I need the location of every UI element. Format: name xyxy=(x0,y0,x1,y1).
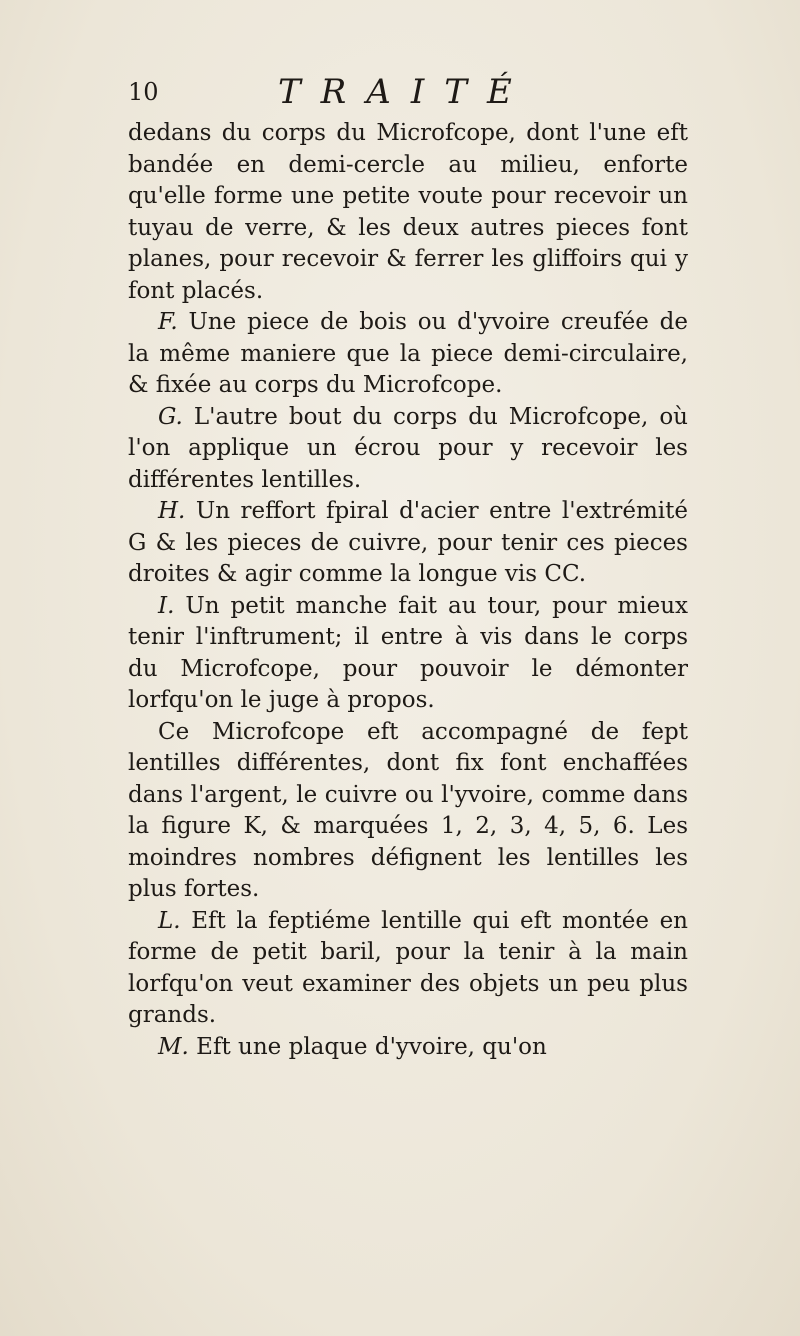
paragraph-text: dedans du corps du Microfcope, dont l'une eft bandée en demi-cercle au milieu, enforte qu'elle forme une petite voute pour recevoir un tuyau de verre, & les deux autres pieces font planes, pour recevoir & ferrer les gliffoirs qui y font placés. xyxy=(128,120,688,304)
paragraph-text: Ce Microfcope eft accompagné de fept lentilles différentes, dont fix font enchaffées dans l'argent, le cuivre ou l'yvoire, comme dans la figure K, & marquées 1, 2, 3, 4, 5, 6. Les moindres nombres défignent les lentilles les plus fortes. xyxy=(128,718,688,902)
page-header xyxy=(128,72,688,112)
paragraph-text: L'autre bout du corps du Microfcope, où l'on applique un écrou pour y recevoir les différentes lentilles. xyxy=(128,403,688,493)
paragraph-text: Un reffort fpiral d'acier entre l'extrémité G & les pieces de cuivre, pour tenir ces pieces droites & agir comme la longue vis CC. xyxy=(128,498,688,587)
paragraph-item-l xyxy=(128,906,688,1032)
paragraph-text: Une piece de bois ou d'yvoire creufée de la même maniere que la piece demi-circulaire, & fixée au corps du Microfcope. xyxy=(128,309,688,398)
running-head: TRAITÉ xyxy=(278,72,532,112)
paragraph-item-g xyxy=(128,402,688,497)
paragraph-text: Eft une plaque d'yvoire, qu'on xyxy=(188,1033,547,1060)
body-text xyxy=(128,118,688,1063)
paragraph-continuation xyxy=(128,118,688,307)
paragraph-item-f xyxy=(128,307,688,402)
item-label: M. xyxy=(158,1033,189,1060)
item-label: L. xyxy=(158,907,181,934)
paragraph-item-m xyxy=(128,1032,688,1064)
item-label: G. xyxy=(158,403,183,430)
paragraph-lentilles xyxy=(128,717,688,906)
item-label: F. xyxy=(158,309,178,335)
paragraph-item-h xyxy=(128,496,688,591)
paragraph-item-i xyxy=(128,591,688,717)
paragraph-text: Eft la feptiéme lentille qui eft montée en forme de petit baril, pour la tenir à la main lorfqu'on veut examiner des objets un peu plus grands. xyxy=(128,907,688,1028)
page-number: 10 xyxy=(128,78,159,106)
paragraph-text: Un petit manche fait au tour, pour mieux tenir l'inftrument; il entre à vis dans le corps du Microfcope, pour pouvoir le démonter lorfqu'on le juge à propos. xyxy=(128,592,688,713)
item-label: H. xyxy=(158,498,186,524)
item-label: I. xyxy=(158,592,175,619)
